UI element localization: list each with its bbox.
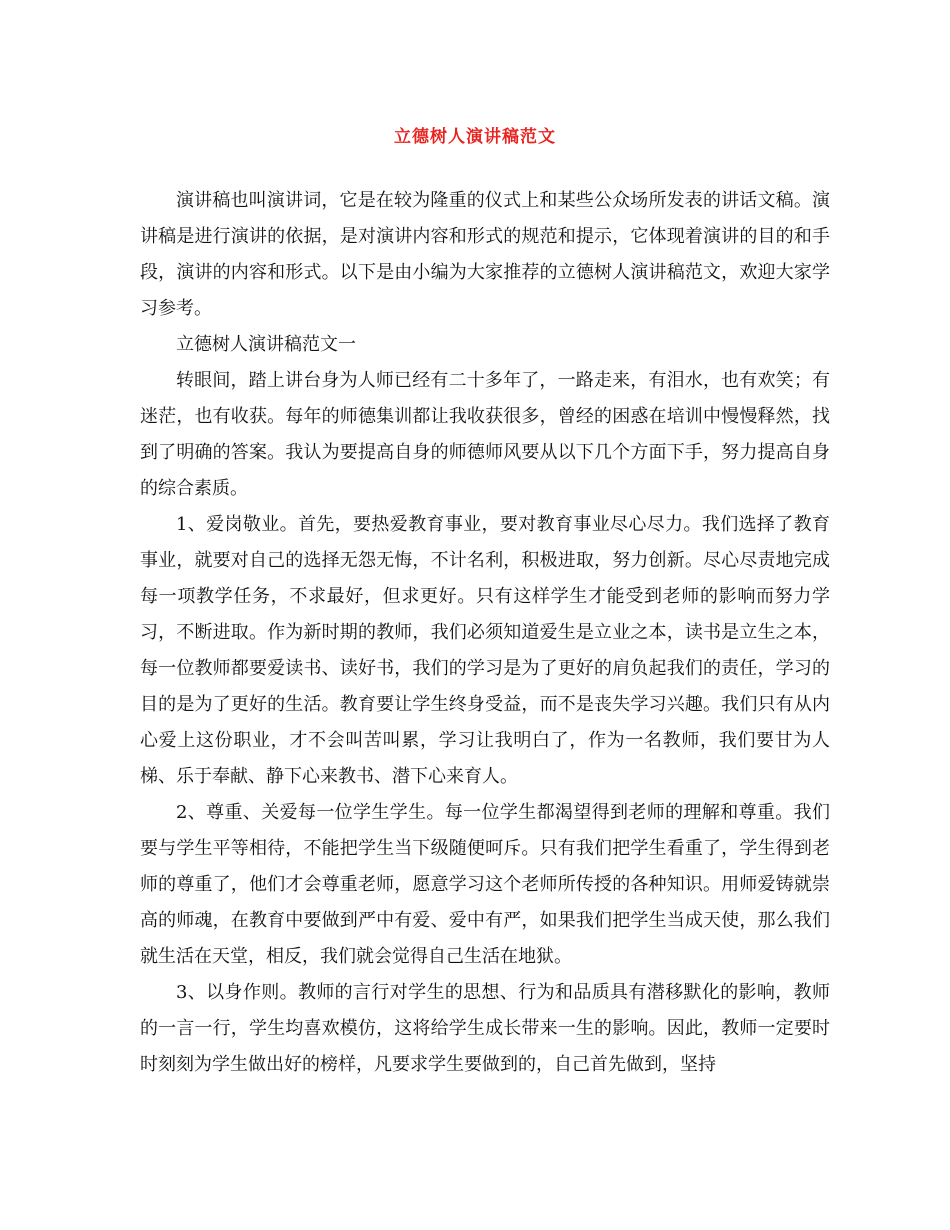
document-title: 立德树人演讲稿范文 (394, 127, 556, 147)
document-body (140, 183, 830, 1083)
paragraph-opening: 转眼间，踏上讲台身为人师已经有二十多年了，一路走来，有泪水，也有欢笑；有迷茫，也有收获。每年的师德集训都让我收获很多，曾经的困惑在培训中慢慢释然，找到了明确的答案。我认为要提高自身的师德师风要从以下几个方面下手，努力提高自身的综合素质。 (140, 370, 830, 499)
paragraph-point-2: 2、尊重、关爱每一位学生学生。每一位学生都渴望得到老师的理解和尊重。我们要与学生平等相待，不能把学生当下级随便呵斥。只有我们把学生看重了，学生得到老师的尊重了，他们才会尊重老师，愿意学习这个老师所传授的各种知识。用师爱铸就崇高的师魂，在教育中要做到严中有爱、爱中有严，如果我们把学生当成天使，那么我们就生活在天堂，相反，我们就会觉得自己生活在地狱。 (140, 802, 830, 967)
paragraph-point-1: 1、爱岗敬业。首先，要热爱教育事业，要对教育事业尽心尽力。我们选择了教育事业，就要对自己的选择无怨无悔，不计名利，积极进取，努力创新。尽心尽责地完成每一项教学任务，不求最好，但求更好。只有这样学生才能受到老师的影响而努力学习，不断进取。作为新时期的教师，我们必须知道爱生是立业之本，读书是立生之本，每一位教师都要爱读书、读好书，我们的学习是为了更好的肩负起我们的责任，学习的目的是为了更好的生活。教育要让学生终身受益，而不是丧失学习兴趣。我们只有从内心爱上这份职业，才不会叫苦叫累，学习让我明白了，作为一名教师，我们要甘为人梯、乐于奉献、静下心来教书、潜下心来育人。 (140, 514, 830, 787)
paragraph-intro: 演讲稿也叫演讲词，它是在较为隆重的仪式上和某些公众场所发表的讲话文稿。演讲稿是进行演讲的依据，是对演讲内容和形式的规范和提示，它体现着演讲的目的和手段，演讲的内容和形式。以下是由小编为大家推荐的立德树人演讲稿范文，欢迎大家学习参考。 (140, 190, 830, 319)
paragraph-point-3: 3、以身作则。教师的言行对学生的思想、行为和品质具有潜移默化的影响，教师的一言一行，学生均喜欢模仿，这将给学生成长带来一生的影响。因此，教师一定要时时刻刻为学生做出好的榜样，凡要求学生要做到的，自己首先做到，坚持 (140, 982, 830, 1075)
section-heading: 立德树人演讲稿范文一 (176, 334, 356, 355)
